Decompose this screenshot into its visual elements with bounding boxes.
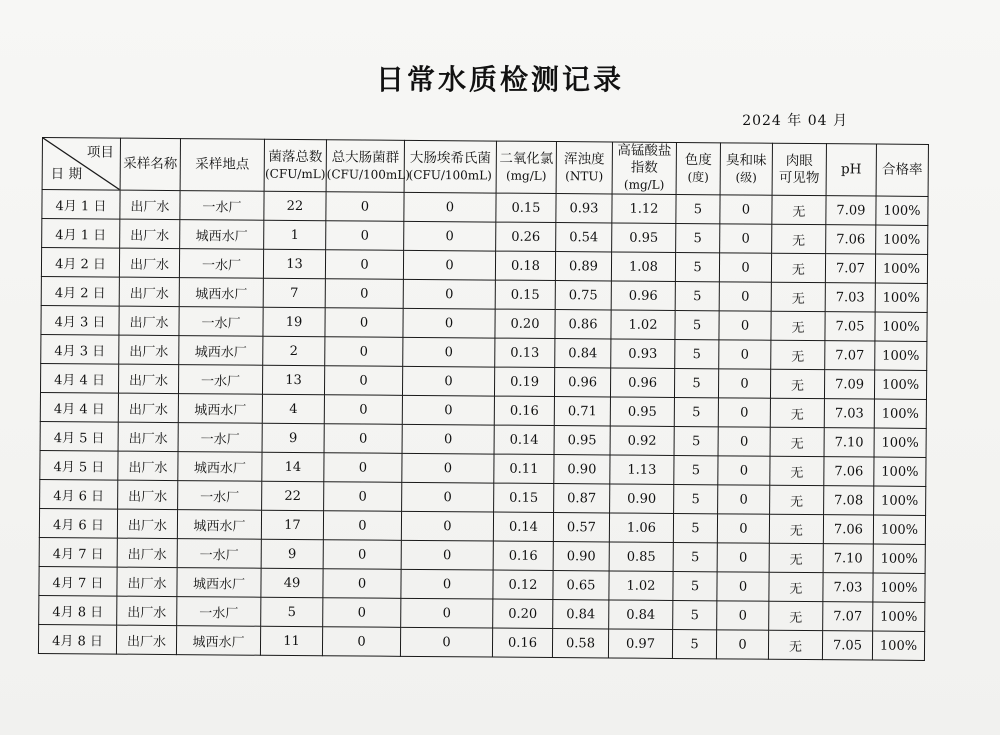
total-coliform-cell: 0 [324, 424, 402, 454]
permanganate-cell: 1.12 [612, 194, 676, 224]
ph-cell: 7.06 [823, 515, 873, 544]
odor-cell: 0 [718, 369, 770, 398]
table-header [42, 138, 928, 197]
permanganate-cell: 0.97 [608, 629, 672, 659]
colony-count-cell: 1 [264, 220, 326, 249]
chroma-cell: 5 [676, 194, 720, 223]
sample-name-cell: 出厂水 [119, 277, 179, 306]
pass-rate-cell: 100% [875, 341, 927, 370]
total-coliform-cell: 0 [324, 395, 402, 425]
sample-site-cell: 一水厂 [178, 481, 262, 511]
page-title: 日常水质检测记录 [375, 63, 624, 96]
chlorine-dioxide-cell: 0.18 [495, 251, 555, 280]
turbidity-cell: 0.86 [555, 310, 611, 339]
date-cell: 4月 1 日 [42, 190, 120, 220]
column-header-line: 高锰酸盐 [617, 142, 672, 159]
chlorine-dioxide-cell: 0.26 [496, 222, 556, 251]
total-coliform-cell: 0 [324, 366, 402, 396]
ecoli-cell: 0 [402, 395, 494, 425]
odor-cell: 0 [717, 601, 769, 630]
sample-site-cell: 城西水厂 [178, 452, 262, 482]
odor-cell: 0 [717, 514, 769, 543]
odor-cell: 0 [717, 543, 769, 572]
column-header [612, 142, 676, 195]
chlorine-dioxide-cell: 0.15 [496, 193, 556, 222]
odor-cell: 0 [718, 427, 770, 456]
chlorine-dioxide-cell: 0.20 [493, 599, 553, 628]
permanganate-cell: 0.96 [611, 281, 675, 311]
column-header-line: (级) [735, 169, 757, 185]
pass-rate-cell: 100% [874, 399, 926, 428]
ph-cell: 7.07 [823, 602, 873, 631]
date-cell: 4月 6 日 [40, 479, 118, 509]
ecoli-cell: 0 [402, 424, 494, 454]
visible-matter-cell: 无 [770, 427, 824, 456]
column-header-line: 二氧化氯 [499, 150, 554, 167]
sample-name-cell: 出厂水 [120, 190, 180, 219]
ecoli-cell: 0 [400, 627, 492, 657]
turbidity-cell: 0.90 [553, 542, 609, 571]
column-header-line: 臭和味 [726, 151, 767, 169]
ph-cell: 7.08 [824, 486, 874, 515]
chroma-cell: 5 [674, 368, 718, 397]
odor-cell: 0 [719, 253, 771, 282]
colony-count-cell: 14 [262, 452, 324, 481]
visible-matter-cell: 无 [770, 485, 824, 514]
sample-name-cell: 出厂水 [118, 393, 178, 422]
pass-rate-cell: 100% [873, 602, 925, 631]
pass-rate-cell: 100% [875, 254, 927, 283]
pass-rate-cell: 100% [875, 312, 927, 341]
chlorine-dioxide-cell: 0.20 [495, 309, 555, 338]
colony-count-cell: 9 [262, 423, 324, 452]
visible-matter-cell: 无 [769, 514, 823, 543]
table-row [38, 624, 924, 660]
chroma-cell: 5 [673, 542, 717, 571]
colony-count-cell: 9 [261, 539, 323, 568]
sample-name-cell: 出厂水 [116, 625, 176, 654]
chroma-cell: 5 [672, 629, 716, 658]
ph-cell: 7.07 [825, 341, 875, 370]
visible-matter-cell: 无 [771, 311, 825, 340]
colony-count-cell: 22 [264, 191, 326, 220]
odor-cell: 0 [716, 630, 768, 659]
sample-site-cell: 一水厂 [178, 365, 262, 395]
permanganate-cell: 1.02 [611, 310, 675, 340]
column-header [676, 142, 720, 194]
sample-site-cell: 城西水厂 [179, 278, 263, 308]
permanganate-cell: 1.06 [609, 513, 673, 543]
ph-cell: 7.05 [822, 631, 872, 660]
column-header [180, 139, 264, 192]
turbidity-cell: 0.90 [554, 455, 610, 484]
table-wrapper [38, 137, 929, 661]
column-header-line: 总大肠菌群 [331, 148, 400, 166]
sample-name-cell: 出厂水 [117, 538, 177, 567]
pass-rate-cell: 100% [876, 196, 928, 225]
chroma-cell: 5 [674, 455, 718, 484]
visible-matter-cell: 无 [772, 224, 826, 253]
chlorine-dioxide-cell: 0.16 [493, 541, 553, 570]
turbidity-cell: 0.89 [555, 252, 611, 281]
ph-cell: 7.05 [825, 312, 875, 341]
column-header-line: 肉眼 [785, 152, 813, 169]
sample-site-cell: 一水厂 [177, 597, 261, 627]
column-header [720, 143, 772, 195]
visible-matter-cell: 无 [772, 195, 826, 224]
visible-matter-cell: 无 [769, 572, 823, 601]
visible-matter-cell: 无 [770, 398, 824, 427]
ph-cell: 7.06 [826, 225, 876, 254]
chlorine-dioxide-cell: 0.16 [492, 628, 552, 657]
total-coliform-cell: 0 [325, 250, 403, 280]
ecoli-cell: 0 [402, 453, 494, 483]
column-header-line: (CFU/100mL) [326, 166, 411, 182]
total-coliform-cell: 0 [323, 511, 401, 541]
ecoli-cell: 0 [403, 337, 495, 367]
sample-site-cell: 城西水厂 [176, 626, 260, 656]
sample-name-cell: 出厂水 [120, 219, 180, 248]
pass-rate-cell: 100% [875, 283, 927, 312]
ph-cell: 7.09 [826, 196, 876, 225]
odor-cell: 0 [720, 195, 772, 224]
pass-rate-cell: 100% [874, 428, 926, 457]
date-cell: 4月 4 日 [40, 392, 118, 422]
permanganate-cell: 0.85 [609, 542, 673, 572]
ph-cell: 7.10 [823, 544, 873, 573]
column-header-line: (CFU/mL) [264, 166, 326, 181]
column-header-line: 指数 [630, 159, 658, 176]
ecoli-cell: 0 [401, 511, 493, 541]
colony-count-cell: 19 [263, 307, 325, 336]
table-body [38, 190, 928, 661]
total-coliform-cell: 0 [324, 482, 402, 512]
turbidity-cell: 0.54 [556, 223, 612, 252]
chroma-cell: 5 [674, 426, 718, 455]
total-coliform-cell: 0 [323, 540, 401, 570]
pass-rate-cell: 100% [874, 486, 926, 515]
ph-cell: 7.09 [824, 370, 874, 399]
chroma-cell: 5 [675, 310, 719, 339]
chlorine-dioxide-cell: 0.19 [494, 367, 554, 396]
visible-matter-cell: 无 [770, 369, 824, 398]
ecoli-cell: 0 [401, 598, 493, 628]
permanganate-cell: 1.13 [610, 455, 674, 485]
pass-rate-cell: 100% [872, 631, 924, 660]
visible-matter-cell: 无 [771, 253, 825, 282]
turbidity-cell: 0.84 [553, 600, 609, 629]
sample-site-cell: 一水厂 [179, 249, 263, 279]
odor-cell: 0 [717, 572, 769, 601]
sample-name-cell: 出厂水 [118, 480, 178, 509]
chroma-cell: 5 [674, 397, 718, 426]
chroma-cell: 5 [675, 339, 719, 368]
turbidity-cell: 0.84 [555, 339, 611, 368]
chroma-cell: 5 [673, 571, 717, 600]
date-cell: 4月 5 日 [40, 421, 118, 451]
visible-matter-cell: 无 [771, 282, 825, 311]
column-header-line: (CFU/100mL) [408, 167, 492, 183]
sample-site-cell: 城西水厂 [180, 220, 264, 250]
chlorine-dioxide-cell: 0.11 [494, 454, 554, 483]
colony-count-cell: 11 [260, 626, 322, 655]
permanganate-cell: 0.93 [611, 339, 675, 369]
pass-rate-cell: 100% [874, 370, 926, 399]
pass-rate-cell: 100% [876, 225, 928, 254]
ecoli-cell: 0 [401, 540, 493, 570]
colony-count-cell: 13 [262, 365, 324, 394]
total-coliform-cell: 0 [324, 453, 402, 483]
ecoli-cell: 0 [403, 250, 495, 280]
pass-rate-cell: 100% [873, 515, 925, 544]
turbidity-cell: 0.87 [554, 484, 610, 513]
permanganate-cell: 0.90 [610, 484, 674, 514]
sample-site-cell: 城西水厂 [177, 568, 261, 598]
sample-name-cell: 出厂水 [117, 596, 177, 625]
turbidity-cell: 0.65 [553, 571, 609, 600]
ecoli-cell: 0 [401, 569, 493, 599]
colony-count-cell: 5 [261, 597, 323, 626]
sample-name-cell: 出厂水 [117, 509, 177, 538]
turbidity-cell: 0.58 [552, 629, 608, 658]
colony-count-cell: 4 [262, 394, 324, 423]
header-corner-date: 日 期 [50, 166, 83, 183]
chroma-cell: 5 [676, 223, 720, 252]
total-coliform-cell: 0 [326, 221, 404, 251]
visible-matter-cell: 无 [769, 601, 823, 630]
date-cell: 4月 8 日 [38, 624, 116, 654]
odor-cell: 0 [719, 311, 771, 340]
odor-cell: 0 [718, 456, 770, 485]
odor-cell: 0 [718, 398, 770, 427]
column-header [496, 141, 556, 193]
column-header-line: pH [840, 161, 862, 178]
column-header [556, 142, 612, 194]
colony-count-cell: 22 [262, 481, 324, 510]
ph-cell: 7.07 [825, 254, 875, 283]
visible-matter-cell: 无 [771, 340, 825, 369]
pass-rate-cell: 100% [873, 573, 925, 602]
chlorine-dioxide-cell: 0.13 [495, 338, 555, 367]
ph-cell: 7.06 [824, 457, 874, 486]
sample-name-cell: 出厂水 [118, 364, 178, 393]
column-header [876, 144, 928, 196]
ecoli-cell: 0 [402, 482, 494, 512]
colony-count-cell: 2 [263, 336, 325, 365]
colony-count-cell: 49 [261, 568, 323, 597]
turbidity-cell: 0.96 [554, 368, 610, 397]
total-coliform-cell: 0 [322, 627, 400, 657]
ph-cell: 7.03 [823, 573, 873, 602]
total-coliform-cell: 0 [323, 569, 401, 599]
column-header [826, 144, 876, 196]
visible-matter-cell: 无 [768, 630, 822, 659]
colony-count-cell: 17 [261, 510, 323, 539]
ecoli-cell: 0 [404, 192, 496, 222]
date-cell: 4月 6 日 [39, 508, 117, 538]
odor-cell: 0 [718, 485, 770, 514]
permanganate-cell: 0.92 [610, 426, 674, 456]
chroma-cell: 5 [673, 600, 717, 629]
date-cell: 4月 2 日 [41, 248, 119, 278]
chroma-cell: 5 [675, 281, 719, 310]
column-header-line: 合格率 [881, 161, 923, 178]
ph-cell: 7.03 [825, 283, 875, 312]
odor-cell: 0 [719, 282, 771, 311]
total-coliform-cell: 0 [325, 337, 403, 367]
total-coliform-cell: 0 [326, 192, 404, 222]
column-header-line: (度) [687, 169, 709, 184]
column-header-line: (mg/L) [505, 168, 547, 183]
visible-matter-cell: 无 [770, 456, 824, 485]
turbidity-cell: 0.93 [556, 194, 612, 223]
column-header [264, 139, 326, 191]
total-coliform-cell: 0 [325, 308, 403, 338]
date-cell: 4月 7 日 [39, 566, 117, 596]
chroma-cell: 5 [675, 252, 719, 281]
date-cell: 4月 5 日 [40, 450, 118, 480]
water-quality-table [38, 137, 929, 661]
permanganate-cell: 0.84 [609, 600, 673, 630]
column-header-line: (mg/L) [623, 177, 665, 192]
column-header [326, 140, 411, 193]
sample-site-cell: 城西水厂 [178, 394, 262, 424]
record-month: 2024 年 04 月 [742, 113, 848, 129]
chroma-cell: 5 [673, 513, 717, 542]
permanganate-cell: 1.08 [611, 252, 675, 282]
sample-name-cell: 出厂水 [119, 248, 179, 277]
sample-name-cell: 出厂水 [118, 422, 178, 451]
sample-site-cell: 城西水厂 [179, 336, 263, 366]
date-cell: 4月 2 日 [41, 276, 119, 306]
pass-rate-cell: 100% [873, 544, 925, 573]
sample-name-cell: 出厂水 [118, 451, 178, 480]
column-header [772, 143, 826, 195]
date-cell: 4月 8 日 [39, 595, 117, 625]
turbidity-cell: 0.75 [555, 281, 611, 310]
permanganate-cell: 1.02 [609, 571, 673, 601]
chroma-cell: 5 [674, 484, 718, 513]
odor-cell: 0 [719, 340, 771, 369]
sample-site-cell: 城西水厂 [177, 510, 261, 540]
ecoli-cell: 0 [403, 308, 495, 338]
odor-cell: 0 [720, 224, 772, 253]
turbidity-cell: 0.57 [553, 513, 609, 542]
date-cell: 4月 7 日 [39, 537, 117, 567]
sample-site-cell: 一水厂 [178, 423, 262, 453]
ecoli-cell: 0 [404, 221, 496, 251]
chlorine-dioxide-cell: 0.16 [494, 396, 554, 425]
sample-site-cell: 一水厂 [177, 539, 261, 569]
permanganate-cell: 0.96 [610, 368, 674, 398]
total-coliform-cell: 0 [325, 279, 403, 309]
turbidity-cell: 0.95 [554, 426, 610, 455]
ecoli-cell: 0 [402, 366, 494, 396]
permanganate-cell: 0.95 [612, 223, 676, 253]
colony-count-cell: 7 [263, 278, 325, 307]
sample-name-cell: 出厂水 [117, 567, 177, 596]
ph-cell: 7.10 [824, 428, 874, 457]
date-cell: 4月 1 日 [42, 219, 120, 249]
total-coliform-cell: 0 [323, 598, 401, 628]
ph-cell: 7.03 [824, 399, 874, 428]
column-header-line: 色度 [684, 151, 712, 168]
visible-matter-cell: 无 [769, 543, 823, 572]
chlorine-dioxide-cell: 0.15 [494, 483, 554, 512]
chlorine-dioxide-cell: 0.14 [494, 425, 554, 454]
column-header-line: 可见物 [778, 169, 820, 186]
ecoli-cell: 0 [403, 279, 495, 309]
sample-site-cell: 一水厂 [180, 191, 264, 221]
pass-rate-cell: 100% [874, 457, 926, 486]
column-header-line: 大肠埃希氏菌 [409, 149, 491, 167]
turbidity-cell: 0.71 [554, 397, 610, 426]
column-header [404, 140, 496, 193]
column-header-line: 浑浊度 [564, 150, 605, 167]
chlorine-dioxide-cell: 0.12 [493, 570, 553, 599]
permanganate-cell: 0.95 [610, 397, 674, 427]
header-corner-cell [42, 138, 120, 191]
date-cell: 4月 3 日 [41, 305, 119, 335]
column-header-line: (NTU) [565, 168, 604, 183]
column-header-line: 采样名称 [123, 155, 178, 173]
chlorine-dioxide-cell: 0.14 [493, 512, 553, 541]
date-cell: 4月 4 日 [40, 363, 118, 393]
column-header [120, 138, 180, 190]
sample-name-cell: 出厂水 [119, 306, 179, 335]
sample-name-cell: 出厂水 [119, 335, 179, 364]
header-corner-item: 项目 [86, 144, 114, 161]
column-header-line: 菌落总数 [268, 148, 323, 165]
column-header-line: 采样地点 [195, 156, 250, 173]
chlorine-dioxide-cell: 0.15 [495, 280, 555, 309]
date-cell: 4月 3 日 [41, 334, 119, 364]
sample-site-cell: 一水厂 [179, 307, 263, 337]
colony-count-cell: 13 [263, 249, 325, 278]
